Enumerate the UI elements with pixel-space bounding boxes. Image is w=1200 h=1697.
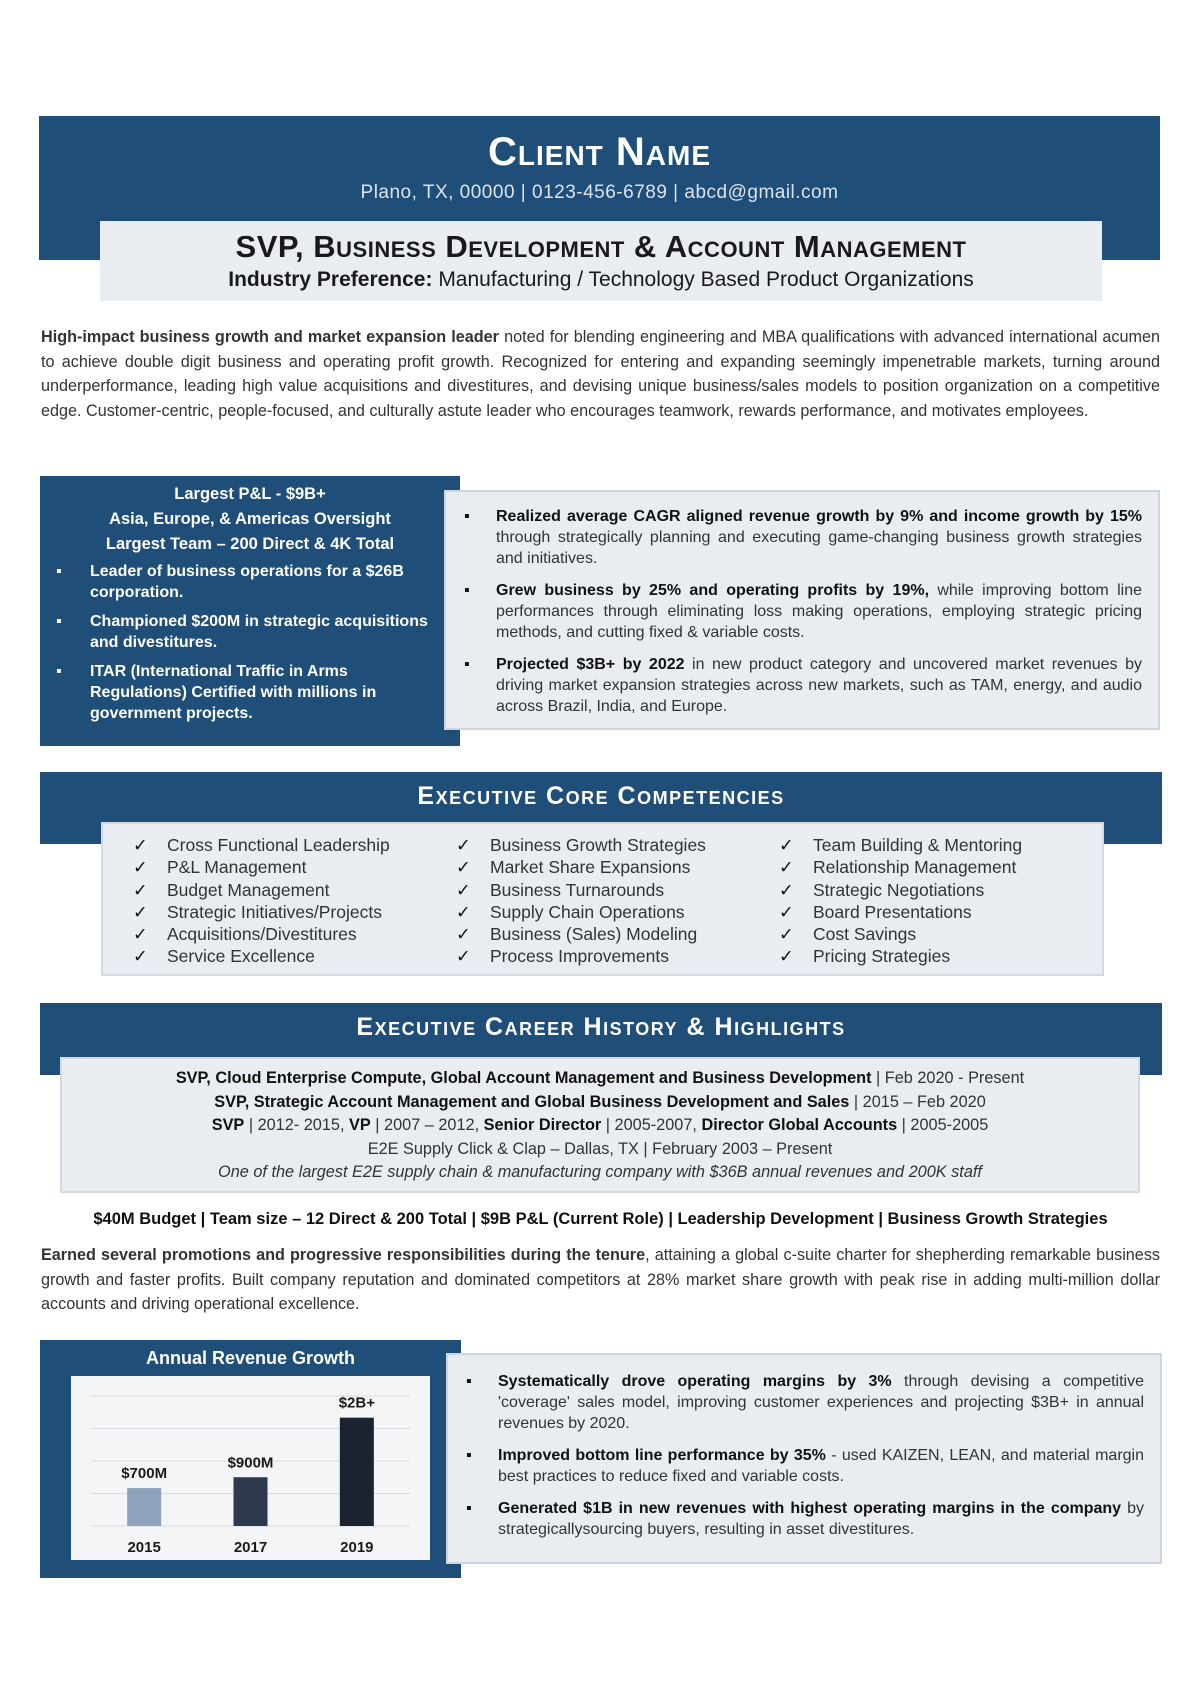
- check-icon: ✓: [779, 857, 794, 878]
- competencies-column: [133, 834, 456, 974]
- key-figures-box: [40, 476, 460, 746]
- check-icon: ✓: [456, 924, 471, 945]
- list-item: [456, 945, 779, 967]
- list-item: [464, 1498, 1144, 1540]
- list-item: [779, 879, 1102, 901]
- revenue-chart-box: [40, 1340, 461, 1578]
- competency-label: Business Turnarounds: [490, 879, 665, 900]
- data-label: $900M: [227, 1454, 274, 1472]
- result-bold: Improved bottom line performance by 35%: [498, 1447, 826, 1464]
- earlier-roles: [62, 1114, 1138, 1138]
- check-icon: ✓: [456, 879, 471, 900]
- check-icon: ✓: [133, 879, 148, 900]
- industry-preference: [100, 268, 1102, 292]
- list-item: [456, 834, 779, 856]
- list-item: ▪ Leader of business operations for a $26B corporation.: [54, 561, 446, 603]
- list-item: [456, 923, 779, 945]
- key-figures-list: [54, 561, 446, 724]
- result-text: through devising a competitive 'coverage' sales model, improving customer experiences and projecting $3B+ in annual revenues by 2020.: [498, 1373, 1144, 1432]
- list-item: [462, 654, 1142, 717]
- headline-oversight: Asia, Europe, & Americas Oversight: [109, 510, 391, 528]
- chart-title: Annual Revenue Growth: [145, 1348, 356, 1368]
- competency-label: Process Improvements: [490, 946, 669, 967]
- tenure-lead: Earned several promotions and progressive responsibilities during the tenure: [41, 1246, 646, 1264]
- summary-paragraph: [41, 325, 1160, 423]
- company-description: One of the largest E2E supply chain & manufacturing company with $36B annual revenues and 200K staff: [218, 1163, 982, 1181]
- list-item: [456, 856, 779, 878]
- role-title: Director Global Accounts: [701, 1116, 898, 1134]
- x-tick-label: 2017: [233, 1539, 268, 1556]
- list-item: [462, 506, 1142, 569]
- data-label: $2B+: [338, 1394, 375, 1412]
- job-title: SVP, Business Development & Account Management: [235, 229, 967, 264]
- achievement-text: in new product category and uncovered market revenues by driving market expansion strategies across new markets, such as TAM, energy, and audio across Brazil, India, and Europe.: [496, 656, 1142, 715]
- check-icon: ✓: [133, 857, 148, 878]
- result-text: by strategicallysourcing buyers, resulting in asset divestitures.: [498, 1500, 1145, 1538]
- check-icon: ✓: [456, 835, 471, 855]
- industry-label: Industry Preference:: [228, 268, 433, 291]
- competency-label: Strategic Negotiations: [813, 879, 985, 900]
- list-item: [133, 856, 456, 878]
- role-title: SVP, Cloud Enterprise Compute, Global Account Management and Business Development: [175, 1069, 877, 1087]
- role-title: SVP: [211, 1116, 245, 1134]
- list-item: [779, 834, 1102, 856]
- check-icon: ✓: [779, 879, 794, 900]
- achievement-bold: Grew business by 25% and operating profits by 19%,: [496, 582, 930, 599]
- results-box: [446, 1353, 1162, 1564]
- role-dates: | 2005-2007,: [601, 1116, 702, 1134]
- competency-label: Acquisitions/Divestitures: [167, 924, 357, 945]
- section-title: Executive Career History & Highlights: [356, 1013, 846, 1041]
- section-title: Executive Core Competencies: [417, 782, 785, 810]
- achievements-list: [462, 506, 1142, 717]
- role-stats: $40M Budget | Team size – 12 Direct & 200 Total | $9B P&L (Current Role) | Leadership Development | Business Growth Strategies: [93, 1210, 1108, 1228]
- competency-label: Market Share Expansions: [490, 857, 691, 878]
- list-item: [464, 1371, 1144, 1434]
- x-tick-label: 2015: [127, 1539, 161, 1556]
- summary-body: noted for blending engineering and MBA qualifications with advanced international acumen to achieve double digit business and operating profit growth. Recognized for entering and expanding seemingly impenetrable markets, turning around underperformance, leading high value acquisitions and divestitures, and devising unique business/sales models to position organization on a competitive edge. Customer-centric, people-focused, and culturally astute leader who encourages teamwork, rewards performance, and motivates employees.: [41, 328, 1160, 420]
- list-item: [133, 901, 456, 923]
- list-item: [133, 923, 456, 945]
- list-item: [464, 1445, 1144, 1487]
- list-item: [133, 945, 456, 967]
- competency-label: Team Building & Mentoring: [813, 835, 1023, 855]
- role-title: Senior Director: [483, 1116, 602, 1134]
- list-item: ▪ ITAR (International Traffic in Arms Regulations) Certified with millions in government projects.: [54, 661, 446, 724]
- competency-label: Business Growth Strategies: [490, 835, 706, 855]
- tenure-paragraph: [41, 1243, 1160, 1317]
- check-icon: ✓: [133, 946, 148, 967]
- x-tick-label: 2019: [340, 1539, 374, 1556]
- competency-label: Service Excellence: [167, 946, 315, 967]
- bar-2017: [234, 1477, 268, 1526]
- industry-value: Manufacturing / Technology Based Product Organizations: [432, 268, 974, 291]
- tenure-body: , attaining a global c-suite charter for shepherding remarkable business growth and faster profits. Built company reputation and dominated competitors at 28% market share growth with peak rise in adding multi-million dollar accounts and driving operational excellence.: [41, 1246, 1161, 1313]
- summary-lead: High-impact business growth and market expansion leader: [41, 328, 499, 346]
- check-icon: ✓: [779, 946, 794, 967]
- role-dates: | 2005-2005: [897, 1116, 989, 1134]
- competency-label: Pricing Strategies: [813, 946, 951, 967]
- competency-label: Business (Sales) Modeling: [490, 924, 698, 945]
- check-icon: ✓: [779, 835, 794, 855]
- check-icon: ✓: [779, 924, 794, 945]
- role-dates: | 2015 – Feb 2020: [849, 1092, 986, 1111]
- list-item: [133, 879, 456, 901]
- role-dates: | 2007 – 2012,: [370, 1116, 484, 1134]
- company-line: E2E Supply Click & Clap – Dallas, TX | February 2003 – Present: [367, 1139, 833, 1158]
- check-icon: ✓: [456, 857, 471, 878]
- result-bold: Systematically drove operating margins by 3%: [498, 1373, 892, 1390]
- headline-team: Largest Team – 200 Direct & 4K Total: [105, 535, 395, 553]
- list-item: [779, 901, 1102, 923]
- competencies-column: [456, 834, 779, 974]
- role-dates: | Feb 2020 - Present: [876, 1069, 1025, 1087]
- competency-label: Cost Savings: [813, 924, 917, 945]
- achievement-bold: Projected $3B+ by 2022: [496, 656, 685, 673]
- check-icon: ✓: [133, 901, 148, 922]
- role-previous: [62, 1091, 1138, 1115]
- revenue-bar-chart: [71, 1376, 430, 1560]
- list-item: [462, 580, 1142, 643]
- results-list: [464, 1371, 1144, 1540]
- career-panel: [60, 1057, 1140, 1193]
- competency-label: Supply Chain Operations: [490, 901, 685, 922]
- check-icon: ✓: [779, 901, 794, 922]
- achievement-text: while improving bottom line performances through eliminating loss making operations, employing strategic pricing methods, and cutting fixed & variable costs.: [496, 582, 1142, 641]
- client-name: Client Name: [488, 130, 711, 174]
- list-item: [779, 856, 1102, 878]
- title-box: [100, 221, 1102, 301]
- role-current: [62, 1067, 1138, 1091]
- bar-2015: [127, 1488, 161, 1526]
- role-title: SVP, Strategic Account Management and Global Business Development and Sales: [214, 1092, 850, 1111]
- check-icon: ✓: [133, 835, 148, 855]
- list-item: ▪ Championed $200M in strategic acquisitions and divestitures.: [54, 611, 446, 653]
- check-icon: ✓: [133, 924, 148, 945]
- competency-label: P&L Management: [167, 857, 307, 878]
- role-dates: | 2012- 2015,: [244, 1116, 350, 1134]
- list-item: [456, 879, 779, 901]
- bar-2019: [340, 1418, 374, 1526]
- competency-label: Budget Management: [167, 879, 330, 900]
- role-title: VP: [349, 1116, 371, 1134]
- chart-plot-area: [71, 1376, 430, 1560]
- list-item: [779, 945, 1102, 967]
- competency-label: Strategic Initiatives/Projects: [167, 901, 382, 922]
- achievement-text: through strategically planning and executing game-changing business growth strategies and initiatives.: [496, 529, 1142, 567]
- headline-pl: Largest P&L - $9B+: [174, 485, 326, 503]
- result-text: - used KAIZEN, LEAN, and material margin best practices to reduce fixed and variable costs.: [498, 1447, 1145, 1485]
- competency-label: Board Presentations: [813, 901, 972, 922]
- list-item: [456, 901, 779, 923]
- list-item: [133, 834, 456, 856]
- achievements-box: [444, 490, 1160, 730]
- data-label: $700M: [121, 1465, 168, 1483]
- competency-label: Cross Functional Leadership: [167, 835, 390, 855]
- competencies-column: [779, 834, 1102, 974]
- achievement-bold: Realized average CAGR aligned revenue growth by 9% and income growth by 15%: [496, 508, 1142, 525]
- check-icon: ✓: [456, 901, 471, 922]
- competencies-panel: [101, 822, 1104, 976]
- result-bold: Generated $1B in new revenues with highest operating margins in the company: [498, 1500, 1122, 1517]
- list-item: [779, 923, 1102, 945]
- contact-info: Plano, TX, 00000 | 0123-456-6789 | abcd@gmail.com: [360, 182, 839, 203]
- check-icon: ✓: [456, 946, 471, 967]
- competency-label: Relationship Management: [813, 857, 1017, 878]
